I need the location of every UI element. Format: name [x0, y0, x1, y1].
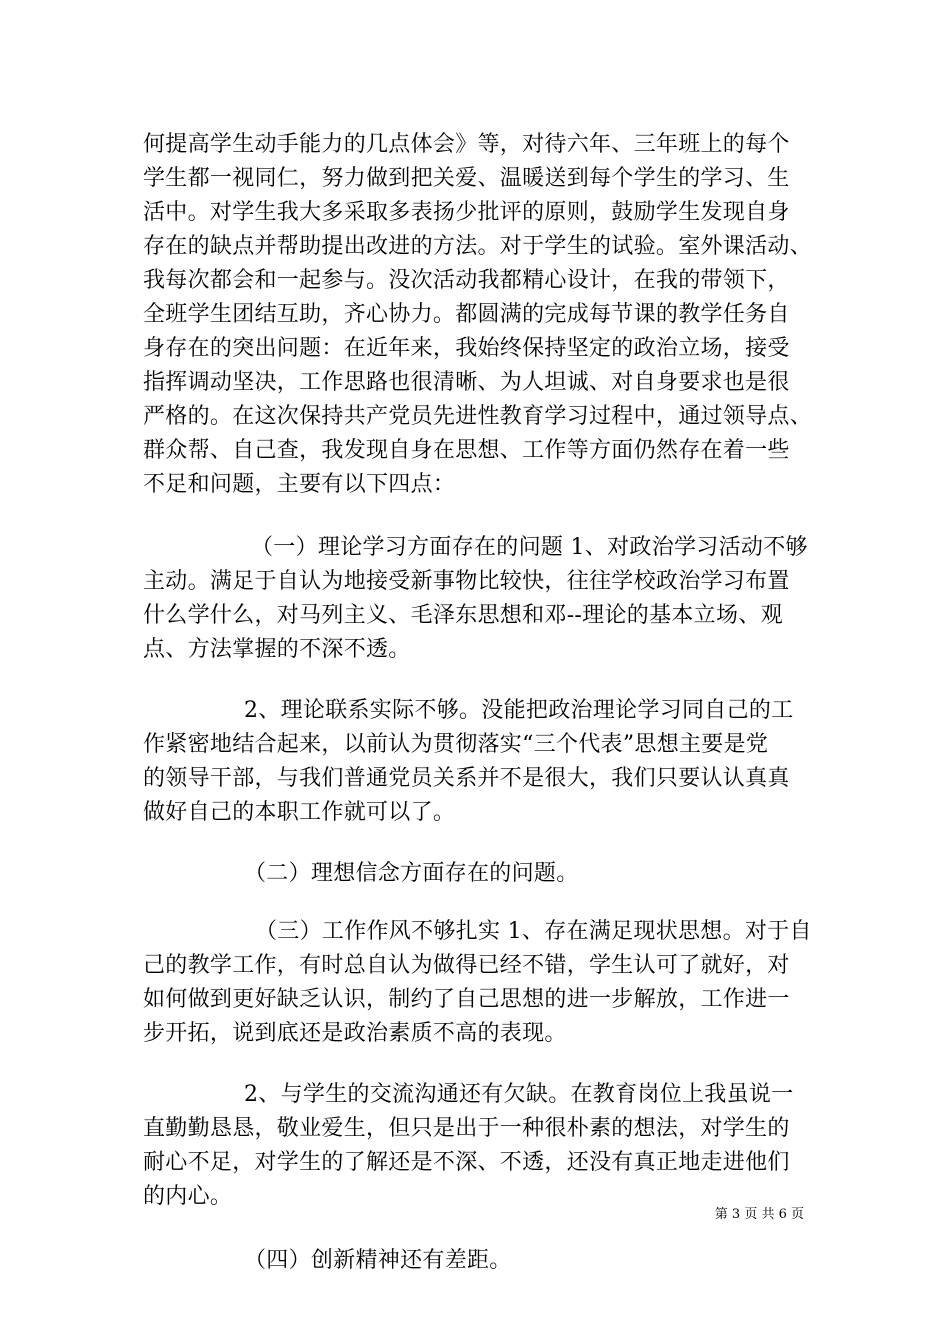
text-line: （一）理论学习方面存在的问题 1、对政治学习活动不够 [251, 535, 808, 560]
text-line: 2、与学生的交流沟通还有欠缺。在教育岗位上我虽说一 [244, 1082, 794, 1107]
text-line: 直勤勤恳恳，敬业爱生，但只是出于一种很朴素的想法，对学生的 [143, 1116, 790, 1141]
text-line: 何提高学生动手能力的几点体会》等，对待六年、三年班上的每个 [143, 132, 790, 157]
page-number: 第 3 页 共 6 页 [714, 1207, 804, 1222]
text-line: 2、理论联系实际不够。没能把政治理论学习同自己的工 [244, 698, 794, 723]
text-line: 身存在的突出问题：在近年来，我始终保持坚定的政治立场，接受 [143, 336, 790, 361]
text-line: 主动。满足于自认为地接受新事物比较快，往往学校政治学习布置 [143, 569, 790, 594]
text-line: 不足和问题，主要有以下四点： [143, 472, 456, 497]
text-line: 指挥调动坚决，工作思路也很清晰、为人坦诚、对自身要求也是很 [143, 370, 790, 395]
text-line: 作紧密地结合起来，以前认为贯彻落实“三个代表”思想主要是党 [143, 732, 769, 757]
text-line: （二）理想信念方面存在的问题。 [244, 861, 579, 886]
text-line: 点、方法掌握的不深不透。 [143, 637, 411, 662]
text-line: 存在的缺点并帮助提出改进的方法。对于学生的试验。室外课活动、 [143, 234, 813, 259]
text-line: （三）工作作风不够扎实 1、存在满足现状思想。对于自 [255, 919, 812, 944]
text-line: 耐心不足，对学生的了解还是不深、不透，还没有真正地走进他们 [143, 1150, 790, 1175]
text-line: 的领导干部，与我们普通党员关系并不是很大，我们只要认认真真 [143, 766, 790, 791]
text-line: 群众帮、自己查，我发现自身在思想、工作等方面仍然存在着一些 [143, 438, 790, 463]
text-line: （四）创新精神还有差距。 [244, 1248, 512, 1273]
text-line: 步开拓，说到底还是政治素质不高的表现。 [143, 1021, 567, 1046]
text-line: 什么学什么，对马列主义、毛泽东思想和邓--理论的基本立场、观 [143, 603, 783, 628]
text-line: 做好自己的本职工作就可以了。 [143, 800, 456, 825]
text-line: 严格的。在这次保持共产党员先进性教育学习过程中，通过领导点、 [143, 404, 813, 429]
text-line: 的内心。 [143, 1184, 233, 1209]
text-line: 学生都一视同仁，努力做到把关爱、温暖送到每个学生的学习、生 [143, 166, 790, 191]
text-line: 全班学生团结互助，齐心协力。都圆满的完成每节课的教学任务自 [143, 302, 790, 327]
text-line: 己的教学工作，有时总自认为做得已经不错，学生认可了就好，对 [143, 953, 790, 978]
text-line: 活中。对学生我大多采取多表扬少批评的原则，鼓励学生发现自身 [143, 200, 790, 225]
text-line: 我每次都会和一起参与。没次活动我都精心设计，在我的带领下， [143, 268, 790, 293]
text-line: 如何做到更好缺乏认识，制约了自己思想的进一步解放，工作进一 [143, 987, 790, 1012]
